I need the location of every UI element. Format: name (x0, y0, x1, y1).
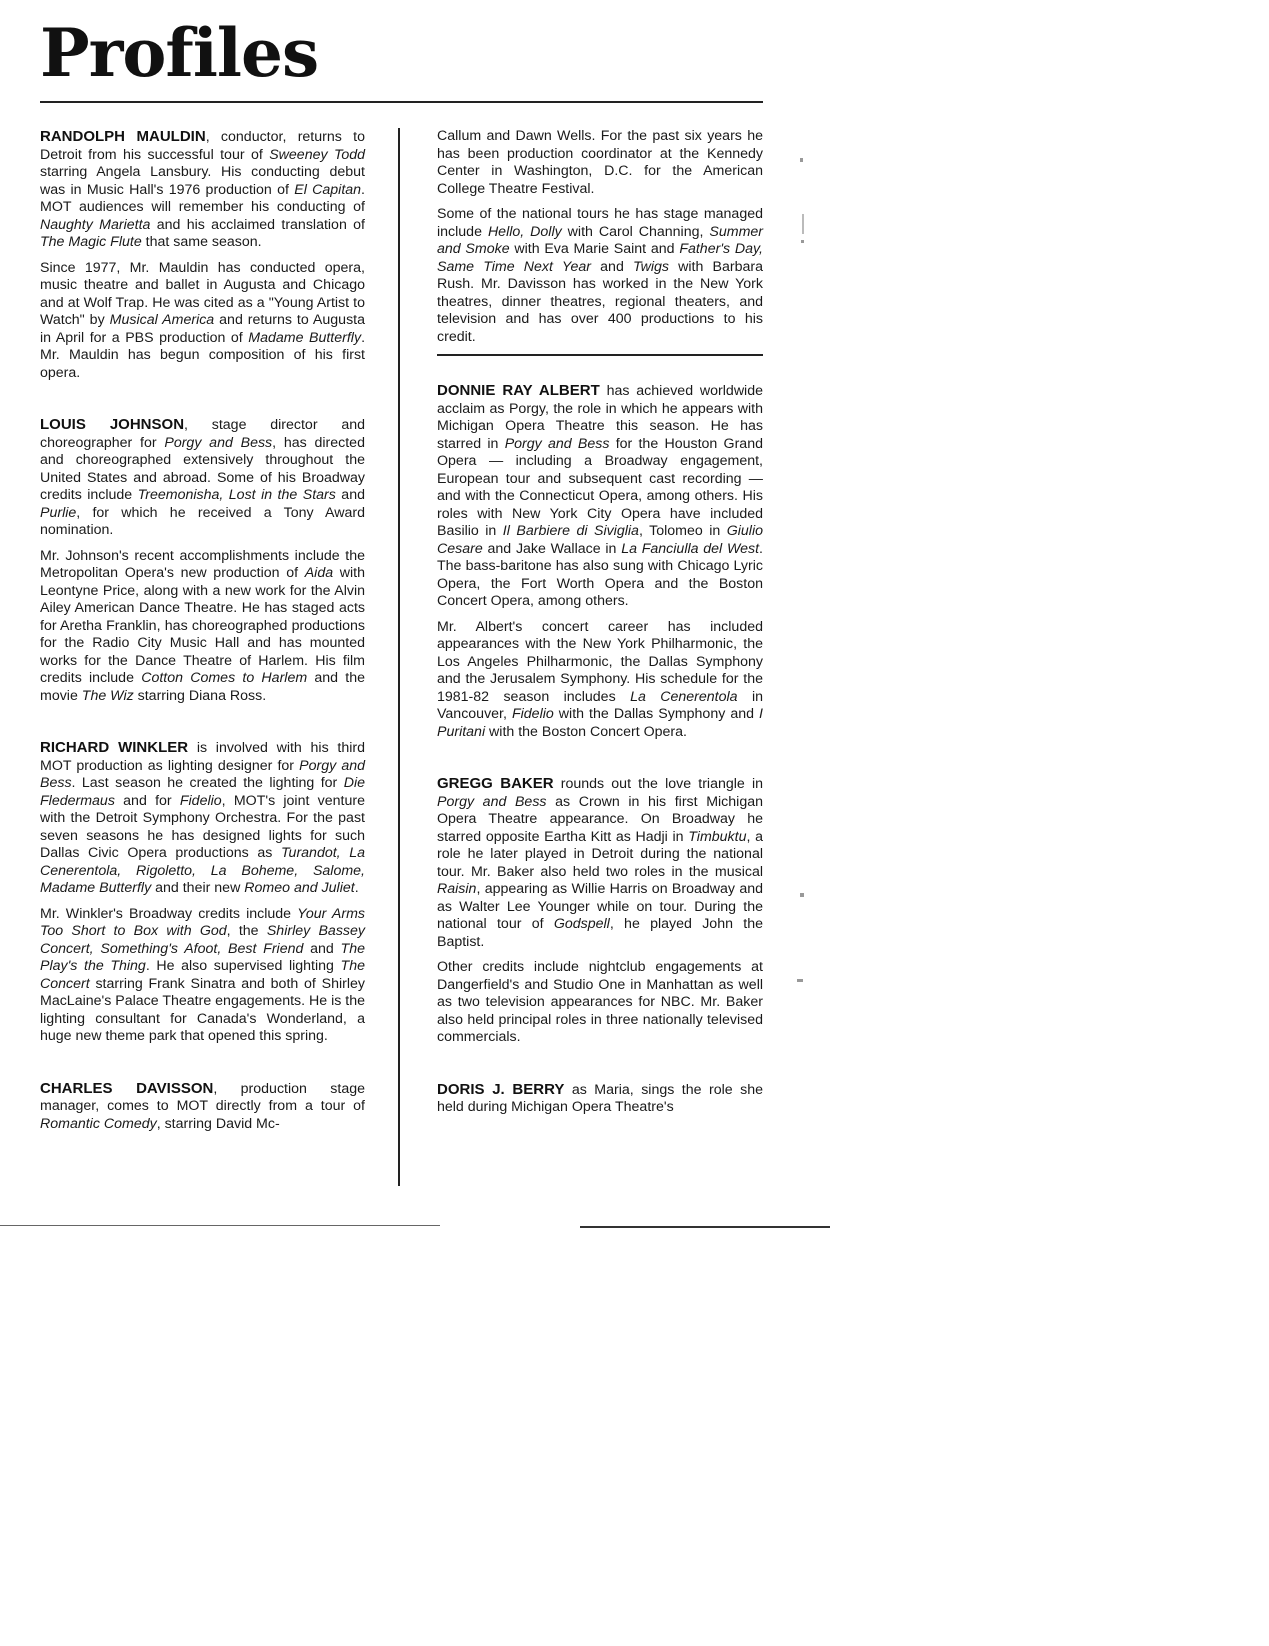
section-gap (40, 713, 365, 739)
text: and (335, 487, 365, 503)
text: starring Angela Lansbury. His conducting debut was in Music Hall's 1976 production of (40, 164, 365, 198)
work-title: Fidelio (179, 792, 222, 809)
work-title: Porgy and Bess (164, 434, 273, 451)
column-divider (398, 128, 400, 1186)
profile-name: LOUIS JOHNSON (40, 416, 185, 433)
profile-paragraph (437, 382, 763, 611)
scan-speck (801, 240, 804, 243)
text: as Maria, sings the role she held during Michigan Opera Theatre's (437, 1081, 763, 1115)
text: . Mr. Mauldin has begun composition of his first opera. (40, 329, 366, 381)
work-title: Romeo and Juliet (244, 880, 355, 896)
text: with the Dallas Symphony and (553, 706, 760, 722)
work-title: Purlie (40, 504, 77, 521)
profile-randolph-mauldin (40, 128, 365, 382)
profile-paragraph (437, 206, 763, 346)
text: . He also supervised lighting (145, 958, 341, 974)
text: Mr. Winkler's Broadway credits include (40, 905, 298, 922)
work-title: Twigs (633, 258, 669, 275)
work-title: Cotton Comes to Harlem (141, 670, 308, 686)
text: , a role he later played in Detroit during the national tour. Mr. Baker also held two roles in the musical (437, 828, 764, 880)
work-title: Porgy and Bess (437, 793, 547, 810)
text: and Jake Wallace in (482, 540, 622, 557)
profile-paragraph (437, 775, 763, 951)
section-gap (40, 390, 365, 416)
profile-name: DONNIE RAY ALBERT (437, 382, 600, 399)
scan-speck (797, 979, 803, 982)
text: . Last season he created the lighting for (71, 775, 344, 791)
profile-louis-johnson (40, 416, 365, 705)
text: with Eva Marie Saint and (509, 241, 680, 257)
work-title: Father's Day, Same Time Next Year (437, 241, 763, 275)
work-title: Hello, Dolly (487, 223, 562, 240)
scan-speck (802, 214, 804, 234)
profile-paragraph (40, 416, 365, 540)
profile-paragraph (40, 128, 365, 252)
work-title: Shirley Bassey Concert, Something's Afoot, Best Friend (40, 923, 365, 957)
text: and his acclaimed translation of (150, 216, 365, 233)
scan-speck (800, 893, 804, 897)
profile-paragraph (40, 548, 365, 706)
text: is involved with his third MOT production as lighting designer for (40, 740, 365, 774)
profile-gregg-baker (437, 775, 763, 1047)
text: and for (114, 792, 180, 809)
work-title: Il Barbiere di Siviglia (502, 523, 639, 539)
profile-doris-j-berry (437, 1081, 763, 1117)
profile-name: CHARLES DAVISSON (40, 1079, 214, 1097)
work-title: The Play's the Thing (40, 940, 365, 974)
text: with Leontyne Price, along with a new work for the Alvin Ailey American Dance Theatre. He has staged acts for Aretha Franklin, has choreographed productions for the Radio City Music Hall and has mounted works for the Dance Theatre of Harlem. His film credits include (40, 565, 365, 686)
profile-paragraph: Other credits include nightclub engagements at Dangerfield's and Studio One in Manhattan as well as two television appearances for NBC. Mr. Baker also held principal roles in three nationally televised commercials. (437, 959, 763, 1045)
work-title: The Magic Flute (40, 234, 142, 250)
text: and their new (151, 880, 245, 896)
text: Mr. Johnson's recent accomplishments include the Metropolitan Opera's new production of (40, 547, 365, 581)
profile-name: DORIS J. BERRY (437, 1080, 565, 1098)
text: , the (226, 923, 267, 939)
work-title: I Puritani (437, 706, 763, 740)
text: with Barbara Rush. Mr. Davisson has worked in the New York theatres, dinner theatres, regional theaters, and television and has over 400 productions to his credit. (437, 258, 764, 345)
scan-speck (800, 158, 803, 162)
section-rule (437, 354, 763, 356)
profile-paragraph (437, 619, 763, 742)
profile-name: RICHARD WINKLER (40, 739, 189, 756)
title-rule (40, 101, 763, 103)
text: rounds out the love triangle in (553, 776, 764, 792)
profile-paragraph (40, 906, 365, 1046)
bottom-rule-right (580, 1226, 830, 1228)
work-title: Summer and Smoke (437, 223, 764, 257)
work-title: Naughty Marietta (40, 216, 151, 233)
text: and returns to Augusta in April for a PBS production of (40, 312, 365, 346)
text: , for which he received a Tony Award nomination. (40, 504, 365, 538)
profile-paragraph (40, 1080, 365, 1134)
profile-name: GREGG BAKER (437, 775, 554, 792)
text: with the Boston Concert Opera. (485, 723, 687, 740)
work-title: La Fanciulla del West (621, 540, 760, 557)
text: , starring David Mc- (156, 1115, 280, 1132)
profile-name: RANDOLPH MAULDIN (40, 128, 206, 145)
right-column (437, 128, 763, 1125)
text: starring Frank Sinatra and both of Shirley MacLaine's Palace Theatre engagements. He is the lighting consultant for Canada's Wonderland, a huge new theme park that opened this spring. (40, 975, 366, 1044)
text: . MOT audiences will remember his conducting of (40, 181, 365, 215)
text: Since 1977, Mr. Mauldin has conducted opera, music theatre and ballet in Augusta and Chicago and at Wolf Trap. He was cited as a "Young Artist to Watch" by (40, 259, 365, 328)
left-column (40, 128, 365, 1141)
profile-paragraph (437, 1081, 763, 1117)
text: , he played John the Baptist. (437, 916, 763, 950)
work-title: El Capitan (294, 181, 362, 198)
work-title: Turandot, La Cenerentola, Rigoletto, La Boheme, Salome, Madame Butterfly (40, 845, 365, 896)
text: in Vancouver, (437, 688, 764, 722)
work-title: Romantic Comedy (40, 1115, 157, 1132)
text: . The bass-baritone has also sung with Chicago Lyric Opera, the Fort Worth Opera and the Boston Concert Opera, among others. (437, 540, 763, 609)
text: starring Diana Ross. (133, 687, 267, 704)
work-title: Fidelio (511, 706, 554, 722)
profile-paragraph: Callum and Dawn Wells. For the past six years he has been production coordinator at the Kennedy Center in Washington, D.C. for the American College Theatre Festival. (437, 128, 763, 197)
work-title: Godspell (553, 916, 610, 932)
work-title: Timbuktu (688, 828, 747, 845)
work-title: Your Arms Too Short to Box with God (40, 905, 365, 939)
work-title: Aida (304, 565, 334, 581)
work-title: The Wiz (81, 687, 134, 704)
section-gap (437, 1055, 763, 1081)
work-title: Die Fledermaus (40, 775, 365, 809)
profile-charles-davisson (40, 1080, 365, 1134)
text: as Crown in his first Michigan Opera Theatre appearance. On Broadway he starred opposite Eartha Kitt as Hadji in (437, 793, 763, 845)
text: , stage director and choreographer for (40, 417, 366, 451)
text: . (354, 880, 359, 896)
section-gap (437, 749, 763, 775)
profile-paragraph (40, 260, 365, 383)
work-title: Madame Butterfly (248, 329, 362, 346)
section-gap (40, 1054, 365, 1080)
work-title: Sweeney Todd (269, 146, 365, 163)
text: and (303, 940, 341, 957)
text: that same season. (141, 234, 262, 250)
text: has achieved worldwide acclaim as Porgy, the role in which he appears with Michigan Opera Theatre this season. He has starred in (437, 383, 763, 452)
bottom-rule-left (0, 1225, 440, 1226)
profile-richard-winkler (40, 739, 365, 1046)
page-title: Profiles (40, 14, 319, 92)
work-title: Treemonisha, Lost in the Stars (137, 487, 336, 503)
text: Some of the national tours he has stage managed include (437, 206, 763, 240)
text: with Carol Channing, (561, 223, 710, 240)
work-title: The Concert (40, 958, 365, 992)
text: and the movie (40, 670, 366, 704)
text: and (591, 258, 633, 275)
text: for the Houston Grand Opera — including a Broadway engagement, European tour and subsequent cast recording — and with the Connecticut Opera, among others. His roles with New York City Opera have included Basilio in (437, 435, 763, 539)
profile-charles-davisson-continued (437, 128, 763, 346)
text: , appearing as Willie Harris on Broadway and as Walter Lee Younger while on tour. During the national tour of (437, 881, 763, 932)
work-title: Porgy and Bess (40, 757, 365, 791)
text: , production stage manager, comes to MOT directly from a tour of (40, 1080, 365, 1114)
profile-paragraph (40, 739, 365, 898)
work-title: Giulio Cesare (437, 523, 763, 557)
text: , conductor, returns to Detroit from his successful tour of (40, 129, 365, 163)
work-title: Porgy and Bess (504, 435, 610, 452)
text: , MOT's joint venture with the Detroit Symphony Orchestra. For the past seven seasons he has designed lights for such Dallas Civic Opera productions as (40, 792, 365, 861)
work-title: La Cenerentola (630, 688, 738, 705)
profile-donnie-ray-albert (437, 382, 763, 741)
text: , Tolomeo in (638, 523, 727, 539)
work-title: Raisin (437, 881, 477, 897)
publication-title: Musical America (109, 312, 215, 328)
text: , has directed and choreographed extensively throughout the United States and abroad. Some of his Broadway credits include (40, 434, 365, 503)
text: Mr. Albert's concert career has included appearances with the New York Philharmonic, the Los Angeles Philharmonic, the Dallas Symphony and the Jerusalem Symphony. His schedule for the 1981-82 season includes (437, 618, 763, 705)
